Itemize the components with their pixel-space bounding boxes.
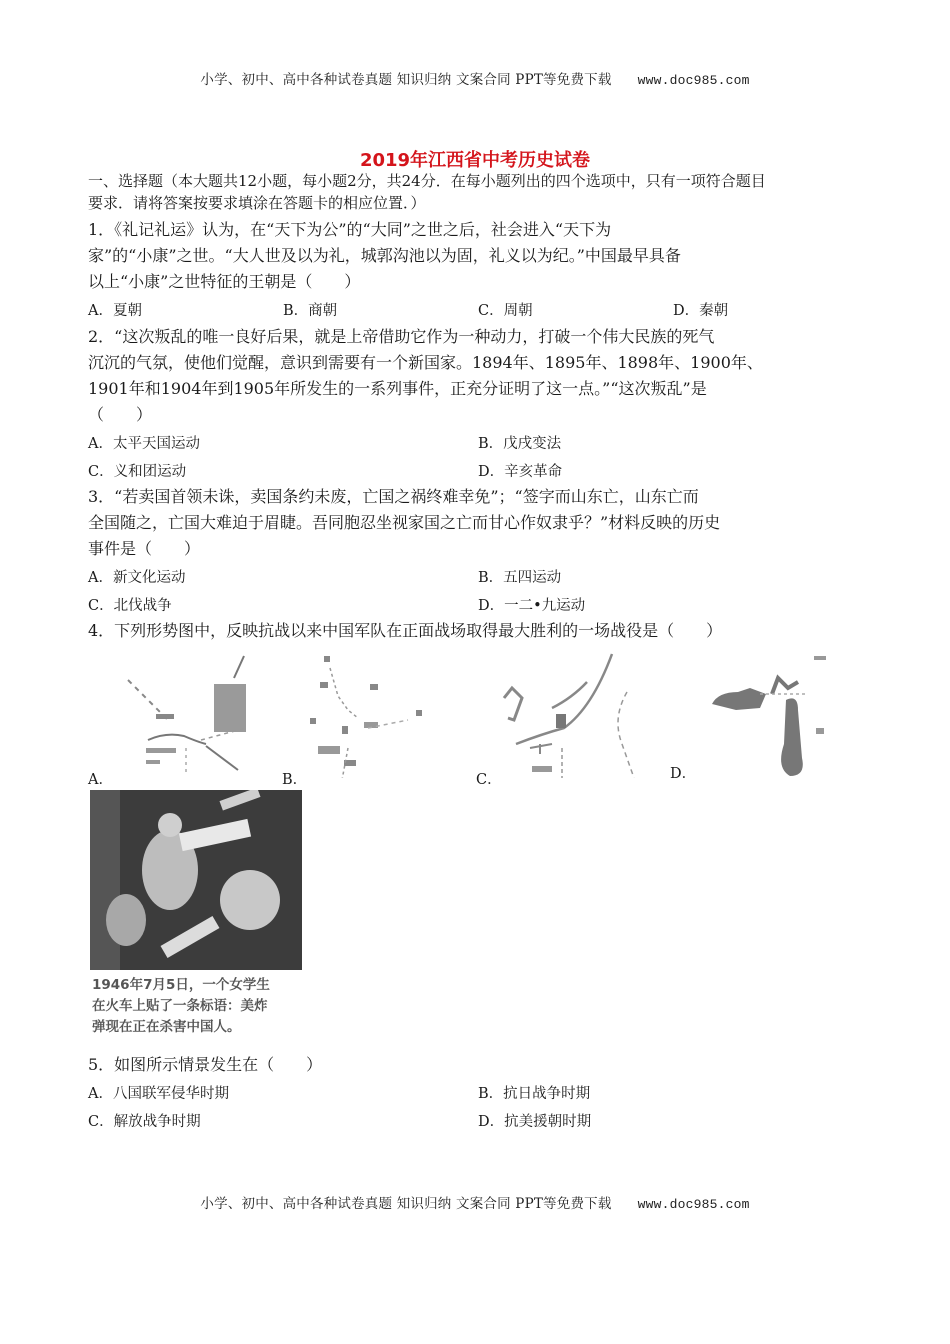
option-c[interactable]: C．北伐战争 [88, 597, 172, 614]
question-text: 事件是（ ） [88, 539, 201, 558]
map-b-image[interactable] [308, 648, 448, 778]
options [88, 590, 868, 618]
page-header [0, 68, 950, 88]
page-footer [0, 1192, 950, 1212]
footer-text: 小学、初中、高中各种试卷真题 知识归纳 文案合同 PPT等免费下载 [200, 1196, 612, 1212]
question-text: 家”的“小康”之世。“大人世及以为礼，城郭沟池以为固，礼义以为纪。”中国最早具备 [88, 246, 681, 265]
options [88, 456, 868, 484]
caption-line: 1946年7月5日，一个女学生 [92, 977, 270, 993]
question-4 [88, 618, 868, 644]
options [88, 295, 868, 323]
header-text: 小学、初中、高中各种试卷真题 知识归纳 文案合同 PPT等免费下载 [200, 72, 612, 88]
question-text: 沉沉的气氛，使他们觉醒，意识到需要有一个新国家。1894年、1895年、1898年、1900年、 [88, 353, 763, 372]
caption-line: 弹现在正在杀害中国人。 [92, 1019, 241, 1035]
option-a[interactable]: A．八国联军侵华时期 [88, 1085, 229, 1102]
header-url[interactable]: www.doc985.com [637, 73, 750, 88]
map-a-label[interactable]: A． [88, 772, 113, 788]
section-intro [88, 170, 868, 214]
map-d-label[interactable]: D． [670, 766, 697, 782]
option-d[interactable]: D．一二•九运动 [478, 597, 586, 614]
question-text: 5．如图所示情景发生在（ ） [88, 1055, 323, 1074]
map-d-image[interactable] [698, 648, 838, 778]
question-text: 1901年和1904年到1905年所发生的一系列事件，正充分证明了这一点。”“这次叛乱”是 [88, 379, 707, 398]
option-c[interactable]: C．解放战争时期 [88, 1113, 201, 1130]
page-title: 2019年江西省中考历史试卷 [359, 150, 591, 171]
section-line: 一、选择题（本大题共12小题，每小题2分，共24分．在每小题列出的四个选项中，只有一项符合题目 [88, 172, 766, 190]
option-b[interactable]: B．商朝 [283, 302, 338, 319]
question-text: 4．下列形势图中，反映抗战以来中国军队在正面战场取得最大胜利的一场战役是（ ） [88, 621, 723, 640]
question-text: （ ） [88, 405, 153, 424]
battle-maps [88, 648, 848, 788]
caption-line: 在火车上贴了一条标语：美炸 [92, 998, 268, 1014]
map-c-image[interactable] [502, 648, 642, 778]
option-a[interactable]: A．太平天国运动 [88, 435, 200, 452]
option-b[interactable]: B．五四运动 [478, 569, 562, 586]
question-5 [88, 1052, 868, 1134]
question-2 [88, 324, 868, 484]
map-a-image[interactable] [106, 648, 246, 778]
question-1 [88, 217, 868, 323]
option-a[interactable]: A．夏朝 [88, 302, 142, 319]
options [88, 428, 868, 456]
map-c-label[interactable]: C． [476, 772, 502, 788]
option-d[interactable]: D．秦朝 [673, 302, 729, 319]
footer-url[interactable]: www.doc985.com [637, 1197, 750, 1212]
option-b[interactable]: B．抗日战争时期 [478, 1085, 591, 1102]
question-text: 3．“若卖国首领未诛，卖国条约未废，亡国之祸终难幸免”；“签字而山东亡，山东亡而 [88, 487, 699, 506]
question-text: 以上“小康”之世特征的王朝是（ ） [88, 272, 361, 291]
option-b[interactable]: B．戊戌变法 [478, 435, 562, 452]
map-b-label[interactable]: B． [282, 772, 308, 788]
option-c[interactable]: C．义和团运动 [88, 463, 187, 480]
photo-image [90, 790, 302, 970]
question-3 [88, 484, 868, 618]
question-text: 1．《礼记礼运》认为，在“天下为公”的“大同”之世之后，社会进入“天下为 [88, 220, 612, 239]
option-a[interactable]: A．新文化运动 [88, 569, 186, 586]
photo-caption [92, 975, 307, 1038]
options [88, 1106, 868, 1134]
option-c[interactable]: C．周朝 [478, 302, 533, 319]
option-d[interactable]: D．辛亥革命 [478, 463, 563, 480]
options [88, 562, 868, 590]
question-text: 2．“这次叛乱的唯一良好后果，就是上帝借助它作为一种动力，打破一个伟大民族的死气 [88, 327, 715, 346]
section-line: 要求．请将答案按要求填涂在答题卡的相应位置．） [88, 194, 426, 212]
question-text: 全国随之，亡国大难迫于眉睫。吾同胞忍坐视家国之亡而甘心作奴隶乎？”材料反映的历史 [88, 513, 721, 532]
protest-photo [90, 790, 302, 970]
options [88, 1078, 868, 1106]
option-d[interactable]: D．抗美援朝时期 [478, 1113, 592, 1130]
